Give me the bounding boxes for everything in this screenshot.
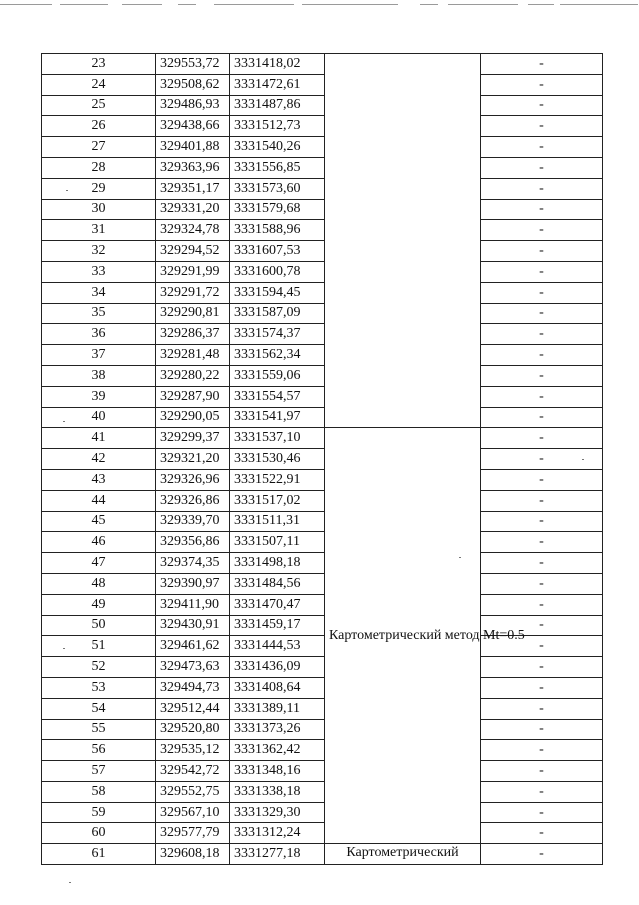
x-coordinate-cell: 329411,90 xyxy=(156,594,230,615)
table-row xyxy=(42,74,603,95)
note-cell: - xyxy=(481,407,603,428)
row-number-cell: 43 xyxy=(42,469,156,490)
x-coordinate-cell: 329321,20 xyxy=(156,449,230,470)
scan-speck xyxy=(69,882,71,883)
table-row xyxy=(42,157,603,178)
row-number-cell: 28 xyxy=(42,157,156,178)
note-cell: - xyxy=(481,199,603,220)
row-number-cell: 29 xyxy=(42,178,156,199)
y-coordinate-cell: 3331607,53 xyxy=(230,241,325,262)
note-cell: - xyxy=(481,137,603,158)
table-row xyxy=(42,490,603,511)
x-coordinate-cell: 329299,37 xyxy=(156,428,230,449)
x-coordinate-cell: 329486,93 xyxy=(156,95,230,116)
table-row xyxy=(42,594,603,615)
x-coordinate-cell: 329291,72 xyxy=(156,282,230,303)
note-cell: - xyxy=(481,282,603,303)
x-coordinate-cell: 329281,48 xyxy=(156,345,230,366)
table-row xyxy=(42,553,603,574)
scan-speck xyxy=(63,648,65,649)
row-number-cell: 60 xyxy=(42,823,156,844)
method-cell: Картометрический xyxy=(325,844,481,865)
note-cell: - xyxy=(481,490,603,511)
row-number-cell: 39 xyxy=(42,386,156,407)
table-row xyxy=(42,761,603,782)
note-cell: - xyxy=(481,573,603,594)
table-row xyxy=(42,54,603,75)
note-cell: - xyxy=(481,698,603,719)
row-number-cell: 46 xyxy=(42,532,156,553)
y-coordinate-cell: 3331512,73 xyxy=(230,116,325,137)
x-coordinate-cell: 329294,52 xyxy=(156,241,230,262)
scan-speck xyxy=(63,421,65,422)
table-row xyxy=(42,261,603,282)
y-coordinate-cell: 3331517,02 xyxy=(230,490,325,511)
note-cell: - xyxy=(481,54,603,75)
note-cell: - xyxy=(481,241,603,262)
row-number-cell: 57 xyxy=(42,761,156,782)
row-number-cell: 50 xyxy=(42,615,156,636)
table-row xyxy=(42,178,603,199)
table-row xyxy=(42,573,603,594)
row-number-cell: 32 xyxy=(42,241,156,262)
table-row xyxy=(42,386,603,407)
scan-speck xyxy=(66,190,68,191)
row-number-cell: 36 xyxy=(42,324,156,345)
row-number-cell: 56 xyxy=(42,740,156,761)
table-row xyxy=(42,657,603,678)
y-coordinate-cell: 3331436,09 xyxy=(230,657,325,678)
row-number-cell: 25 xyxy=(42,95,156,116)
x-coordinate-cell: 329512,44 xyxy=(156,698,230,719)
table-row xyxy=(42,220,603,241)
y-coordinate-cell: 3331389,11 xyxy=(230,698,325,719)
row-number-cell: 45 xyxy=(42,511,156,532)
note-cell: - xyxy=(481,261,603,282)
x-coordinate-cell: 329291,99 xyxy=(156,261,230,282)
x-coordinate-cell: 329461,62 xyxy=(156,636,230,657)
x-coordinate-cell: 329390,97 xyxy=(156,573,230,594)
row-number-cell: 24 xyxy=(42,74,156,95)
y-coordinate-cell: 3331329,30 xyxy=(230,802,325,823)
y-coordinate-cell: 3331507,11 xyxy=(230,532,325,553)
note-cell: - xyxy=(481,303,603,324)
method-cell xyxy=(325,54,481,428)
x-coordinate-cell: 329438,66 xyxy=(156,116,230,137)
x-coordinate-cell: 329331,20 xyxy=(156,199,230,220)
row-number-cell: 61 xyxy=(42,844,156,865)
table-row xyxy=(42,137,603,158)
row-number-cell: 54 xyxy=(42,698,156,719)
row-number-cell: 26 xyxy=(42,116,156,137)
x-coordinate-cell: 329286,37 xyxy=(156,324,230,345)
x-coordinate-cell: 329473,63 xyxy=(156,657,230,678)
y-coordinate-cell: 3331574,37 xyxy=(230,324,325,345)
y-coordinate-cell: 3331472,61 xyxy=(230,74,325,95)
y-coordinate-cell: 3331418,02 xyxy=(230,54,325,75)
y-coordinate-cell: 3331484,56 xyxy=(230,573,325,594)
row-number-cell: 23 xyxy=(42,54,156,75)
table-row xyxy=(42,677,603,698)
note-cell: - xyxy=(481,324,603,345)
table-row xyxy=(42,511,603,532)
note-cell: - xyxy=(481,449,603,470)
x-coordinate-cell: 329363,96 xyxy=(156,157,230,178)
table-row xyxy=(42,719,603,740)
note-cell: - xyxy=(481,95,603,116)
y-coordinate-cell: 3331541,97 xyxy=(230,407,325,428)
note-cell: - xyxy=(481,428,603,449)
scan-speck xyxy=(582,459,584,460)
x-coordinate-cell: 329567,10 xyxy=(156,802,230,823)
note-cell: - xyxy=(481,657,603,678)
table-row xyxy=(42,532,603,553)
y-coordinate-cell: 3331362,42 xyxy=(230,740,325,761)
method-cell: Картометрический метод Mt=0.5 xyxy=(325,428,481,844)
row-number-cell: 47 xyxy=(42,553,156,574)
x-coordinate-cell: 329535,12 xyxy=(156,740,230,761)
y-coordinate-cell: 3331444,53 xyxy=(230,636,325,657)
y-coordinate-cell: 3331373,26 xyxy=(230,719,325,740)
y-coordinate-cell: 3331588,96 xyxy=(230,220,325,241)
note-cell: - xyxy=(481,74,603,95)
coordinates-table xyxy=(41,53,603,865)
x-coordinate-cell: 329552,75 xyxy=(156,781,230,802)
table-row xyxy=(42,345,603,366)
table-row xyxy=(42,407,603,428)
table-row xyxy=(42,324,603,345)
scan-speck xyxy=(459,557,461,558)
note-cell: - xyxy=(481,157,603,178)
y-coordinate-cell: 3331540,26 xyxy=(230,137,325,158)
row-number-cell: 27 xyxy=(42,137,156,158)
x-coordinate-cell: 329608,18 xyxy=(156,844,230,865)
note-cell: - xyxy=(481,615,603,636)
table-row xyxy=(42,241,603,262)
table-row xyxy=(42,844,603,865)
note-cell: - xyxy=(481,345,603,366)
note-cell: - xyxy=(481,116,603,137)
y-coordinate-cell: 3331408,64 xyxy=(230,677,325,698)
note-cell: - xyxy=(481,802,603,823)
y-coordinate-cell: 3331487,86 xyxy=(230,95,325,116)
row-number-cell: 58 xyxy=(42,781,156,802)
x-coordinate-cell: 329577,79 xyxy=(156,823,230,844)
row-number-cell: 35 xyxy=(42,303,156,324)
y-coordinate-cell: 3331573,60 xyxy=(230,178,325,199)
y-coordinate-cell: 3331277,18 xyxy=(230,844,325,865)
table-row xyxy=(42,781,603,802)
table-row xyxy=(42,469,603,490)
table-row xyxy=(42,698,603,719)
note-cell: - xyxy=(481,469,603,490)
y-coordinate-cell: 3331522,91 xyxy=(230,469,325,490)
y-coordinate-cell: 3331562,34 xyxy=(230,345,325,366)
y-coordinate-cell: 3331537,10 xyxy=(230,428,325,449)
x-coordinate-cell: 329326,96 xyxy=(156,469,230,490)
note-cell: - xyxy=(481,553,603,574)
y-coordinate-cell: 3331338,18 xyxy=(230,781,325,802)
note-cell: - xyxy=(481,761,603,782)
y-coordinate-cell: 3331594,45 xyxy=(230,282,325,303)
y-coordinate-cell: 3331554,57 xyxy=(230,386,325,407)
row-number-cell: 48 xyxy=(42,573,156,594)
x-coordinate-cell: 329356,86 xyxy=(156,532,230,553)
x-coordinate-cell: 329553,72 xyxy=(156,54,230,75)
row-number-cell: 37 xyxy=(42,345,156,366)
y-coordinate-cell: 3331498,18 xyxy=(230,553,325,574)
row-number-cell: 49 xyxy=(42,594,156,615)
scan-header-marks xyxy=(0,4,639,10)
x-coordinate-cell: 329326,86 xyxy=(156,490,230,511)
row-number-cell: 40 xyxy=(42,407,156,428)
note-cell: - xyxy=(481,636,603,657)
note-cell: - xyxy=(481,740,603,761)
row-number-cell: 42 xyxy=(42,449,156,470)
note-cell: - xyxy=(481,823,603,844)
row-number-cell: 44 xyxy=(42,490,156,511)
note-cell: - xyxy=(481,178,603,199)
note-cell: - xyxy=(481,677,603,698)
row-number-cell: 31 xyxy=(42,220,156,241)
y-coordinate-cell: 3331587,09 xyxy=(230,303,325,324)
table-row xyxy=(42,449,603,470)
table-row xyxy=(42,740,603,761)
x-coordinate-cell: 329542,72 xyxy=(156,761,230,782)
table-row xyxy=(42,95,603,116)
note-cell: - xyxy=(481,220,603,241)
y-coordinate-cell: 3331312,24 xyxy=(230,823,325,844)
y-coordinate-cell: 3331579,68 xyxy=(230,199,325,220)
x-coordinate-cell: 329290,05 xyxy=(156,407,230,428)
note-cell: - xyxy=(481,781,603,802)
table-row xyxy=(42,428,603,449)
table-row xyxy=(42,365,603,386)
x-coordinate-cell: 329287,90 xyxy=(156,386,230,407)
y-coordinate-cell: 3331459,17 xyxy=(230,615,325,636)
row-number-cell: 33 xyxy=(42,261,156,282)
x-coordinate-cell: 329494,73 xyxy=(156,677,230,698)
x-coordinate-cell: 329280,22 xyxy=(156,365,230,386)
x-coordinate-cell: 329374,35 xyxy=(156,553,230,574)
row-number-cell: 52 xyxy=(42,657,156,678)
row-number-cell: 59 xyxy=(42,802,156,823)
note-cell: - xyxy=(481,844,603,865)
row-number-cell: 34 xyxy=(42,282,156,303)
x-coordinate-cell: 329508,62 xyxy=(156,74,230,95)
note-cell: - xyxy=(481,386,603,407)
row-number-cell: 41 xyxy=(42,428,156,449)
x-coordinate-cell: 329290,81 xyxy=(156,303,230,324)
y-coordinate-cell: 3331348,16 xyxy=(230,761,325,782)
note-cell: - xyxy=(481,511,603,532)
table-row xyxy=(42,823,603,844)
note-cell: - xyxy=(481,594,603,615)
x-coordinate-cell: 329351,17 xyxy=(156,178,230,199)
x-coordinate-cell: 329520,80 xyxy=(156,719,230,740)
row-number-cell: 38 xyxy=(42,365,156,386)
x-coordinate-cell: 329324,78 xyxy=(156,220,230,241)
table-row xyxy=(42,199,603,220)
row-number-cell: 55 xyxy=(42,719,156,740)
note-cell: - xyxy=(481,532,603,553)
y-coordinate-cell: 3331530,46 xyxy=(230,449,325,470)
table-row xyxy=(42,282,603,303)
coordinates-table-body xyxy=(42,54,603,865)
x-coordinate-cell: 329430,91 xyxy=(156,615,230,636)
y-coordinate-cell: 3331600,78 xyxy=(230,261,325,282)
y-coordinate-cell: 3331556,85 xyxy=(230,157,325,178)
x-coordinate-cell: 329339,70 xyxy=(156,511,230,532)
note-cell: - xyxy=(481,365,603,386)
table-row xyxy=(42,802,603,823)
y-coordinate-cell: 3331559,06 xyxy=(230,365,325,386)
note-cell: - xyxy=(481,719,603,740)
y-coordinate-cell: 3331470,47 xyxy=(230,594,325,615)
y-coordinate-cell: 3331511,31 xyxy=(230,511,325,532)
table-row xyxy=(42,116,603,137)
row-number-cell: 30 xyxy=(42,199,156,220)
row-number-cell: 53 xyxy=(42,677,156,698)
x-coordinate-cell: 329401,88 xyxy=(156,137,230,158)
row-number-cell: 51 xyxy=(42,636,156,657)
table-row xyxy=(42,303,603,324)
